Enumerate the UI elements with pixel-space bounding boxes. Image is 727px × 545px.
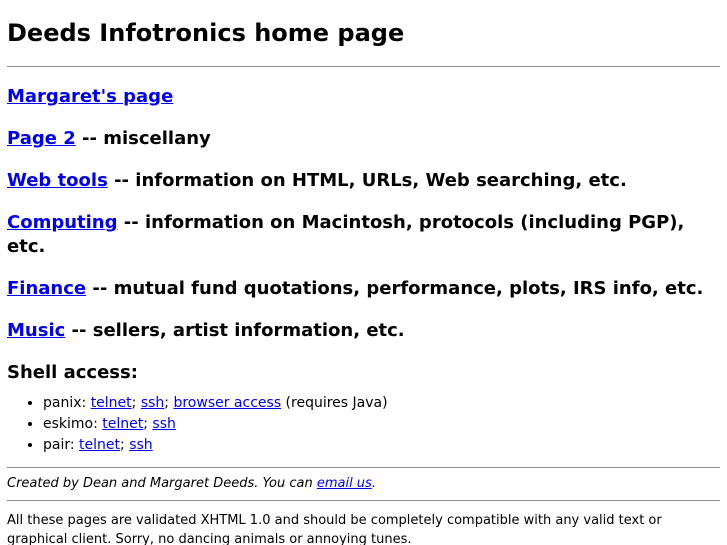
- eskimo-telnet-link[interactable]: telnet: [102, 416, 144, 432]
- credits-text: Created by Dean and Margaret Deeds. You can: [7, 476, 317, 491]
- finance-link[interactable]: Finance: [7, 278, 87, 299]
- shell-access-heading: Shell access:: [7, 362, 138, 383]
- credits-end: .: [371, 476, 376, 491]
- list-item-eskimo: • eskimo: telnet; ssh: [43, 414, 720, 435]
- credits: [7, 475, 720, 492]
- section-desc: -- information on Macintosh, protocols (including PGP), etc.: [7, 212, 685, 257]
- computing-link[interactable]: Computing: [7, 212, 118, 233]
- panix-browser-access-link[interactable]: browser access: [173, 395, 282, 411]
- section-margarets-page: [7, 85, 720, 109]
- eskimo-ssh-link[interactable]: ssh: [152, 416, 176, 432]
- section-desc: -- mutual fund quotations, performance, plots, IRS info, etc.: [86, 278, 704, 299]
- section-computing: [7, 211, 720, 259]
- host-label: pair:: [43, 437, 80, 453]
- email-us-link[interactable]: email us: [316, 476, 372, 491]
- section-desc: -- sellers, artist information, etc.: [65, 320, 405, 341]
- section-desc: -- miscellany: [75, 128, 211, 149]
- divider-bottom: [7, 500, 720, 501]
- panix-ssh-link[interactable]: ssh: [140, 395, 165, 411]
- list-item-pair: • pair: telnet; ssh: [43, 435, 720, 456]
- section-page-2: [7, 127, 720, 151]
- host-label: eskimo:: [43, 416, 103, 432]
- section-desc: -- information on HTML, URLs, Web searching, etc.: [107, 170, 627, 191]
- validation-note: All these pages are validated XHTML 1.0 and should be completely compatible with any valid text or graphical client. Sorry, no dancing animals or annoying tunes.: [7, 513, 662, 545]
- section-finance: [7, 277, 720, 301]
- pair-ssh-link[interactable]: ssh: [129, 437, 153, 453]
- divider-middle: [7, 467, 720, 468]
- section-web-tools: [7, 169, 720, 193]
- section-music: [7, 319, 720, 343]
- divider-top: [7, 66, 720, 67]
- web-tools-link[interactable]: Web tools: [7, 170, 108, 191]
- page-2-link[interactable]: Page 2: [7, 128, 76, 149]
- panix-telnet-link[interactable]: telnet: [90, 395, 132, 411]
- pair-telnet-link[interactable]: telnet: [79, 437, 121, 453]
- shell-access-list: [7, 393, 720, 456]
- host-label: panix:: [43, 395, 91, 411]
- list-item-panix: • panix: telnet; ssh; browser access (requires Java): [43, 393, 720, 414]
- page-title: Deeds Infotronics home page: [7, 19, 405, 47]
- music-link[interactable]: Music: [7, 320, 66, 341]
- margarets-page-link[interactable]: Margaret's page: [7, 86, 174, 107]
- java-note: (requires Java): [281, 395, 388, 411]
